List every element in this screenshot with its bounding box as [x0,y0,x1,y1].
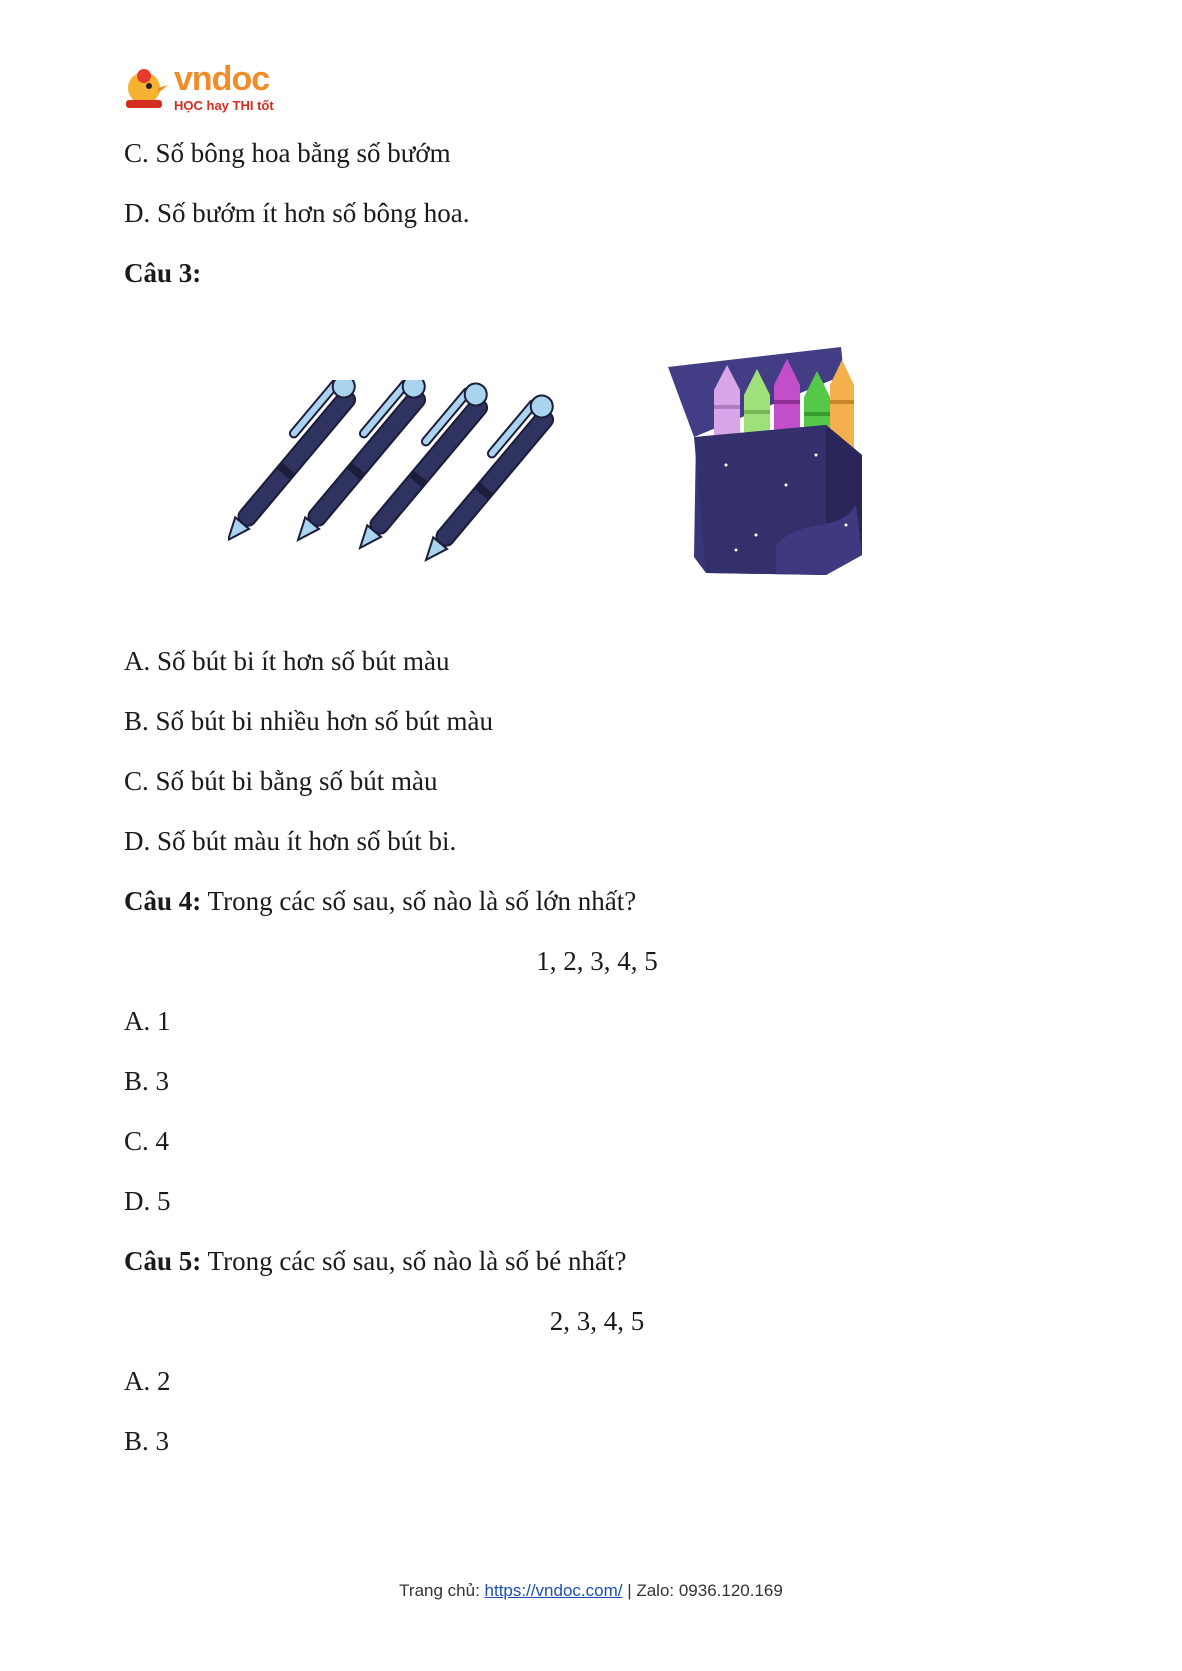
q3-option-b: B. Số bút bi nhiều hơn số bút màu [124,706,494,736]
question-4-text: Trong các số sau, số nào là số lớn nhất? [201,886,637,916]
question-3-label: Câu 3: [124,258,202,288]
question-5-numbers: 2, 3, 4, 5 [549,1306,645,1336]
page-footer [0,1581,1182,1601]
crayon-box-illustration [666,345,896,615]
footer-zalo: | Zalo: 0936.120.169 [622,1581,783,1600]
logo-slogan: HỌC hay THI tốt [174,98,274,113]
q5-option-a: A. 2 [124,1366,171,1396]
q4-option-c: C. 4 [124,1126,170,1156]
logo-wordmark: vndoc [174,60,270,98]
ballpoint-pens-illustration [228,380,568,600]
q3-option-d: D. Số bút màu ít hơn số bút bi. [124,826,457,856]
q4-option-d: D. 5 [124,1186,171,1216]
pen-icon [228,380,365,546]
question-4-numbers: 1, 2, 3, 4, 5 [536,946,658,976]
question-5-text: Trong các số sau, số nào là số bé nhất? [201,1246,627,1276]
question-5-label: Câu 5: [124,1246,202,1276]
option-prev-d: D. Số bướm ít hơn số bông hoa. [124,198,470,228]
q4-option-a: A. 1 [124,1006,171,1036]
q5-option-b: B. 3 [124,1426,170,1456]
option-prev-c: C. Số bông hoa bằng số bướm [124,138,451,168]
q3-option-a: A. Số bút bi ít hơn số bút màu [124,646,450,676]
question-4 [124,885,636,917]
question-5 [124,1245,626,1277]
pen-icon [409,390,563,565]
vndoc-logo[interactable] [122,60,292,116]
q4-option-b: B. 3 [124,1066,170,1096]
footer-homepage-link[interactable]: https://vndoc.com/ [484,1581,623,1600]
footer-prefix: Trang chủ: [399,1581,485,1600]
question-4-label: Câu 4: [124,886,202,916]
q3-option-c: C. Số bút bi bằng số bút màu [124,766,438,796]
mascot-icon [122,64,172,114]
